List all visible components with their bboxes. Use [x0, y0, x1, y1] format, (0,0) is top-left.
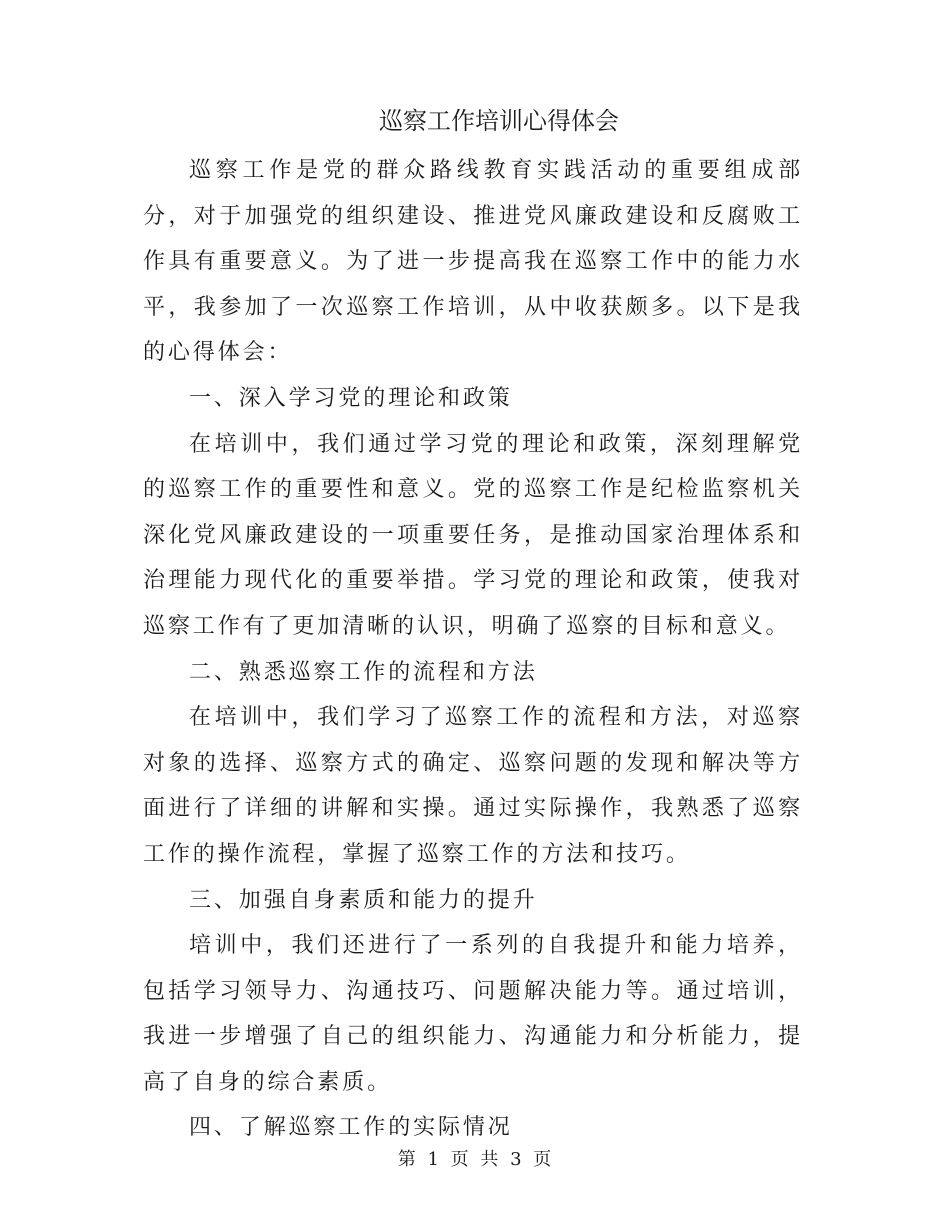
section-body-2: 在培训中，我们学习了巡察工作的流程和方法，对巡察对象的选择、巡察方式的确定、巡察问题的发现和解决等方面进行了详细的讲解和实操。通过实际操作，我熟悉了巡察工作的操作流程，掌握了巡察工作的方法和技巧。 — [143, 705, 803, 867]
document-title: 巡察工作培训心得体会 — [379, 107, 619, 135]
section-heading-4: 四、了解巡察工作的实际情况 — [189, 1115, 513, 1141]
section-heading-2: 二、熟悉巡察工作的流程和方法 — [189, 659, 538, 685]
section-body-1: 在培训中，我们通过学习党的理论和政策，深刻理解党的巡察工作的重要性和意义。党的巡察工作是纪检监察机关深化党风廉政建设的一项重要任务，是推动国家治理体系和治理能力现代化的重要举措。学习党的理论和政策，使我对巡察工作有了更加清晰的认识，明确了巡察的目标和意义。 — [143, 431, 803, 639]
page-number-footer: 第 1 页 共 3 页 — [397, 1149, 553, 1170]
section-body-3: 培训中，我们还进行了一系列的自我提升和能力培养，包括学习领导力、沟通技巧、问题解决能力等。通过培训，我进一步增强了自己的组织能力、沟通能力和分析能力，提高了自身的综合素质。 — [143, 933, 803, 1095]
section-heading-1: 一、深入学习党的理论和政策 — [189, 385, 513, 411]
document-body — [143, 148, 803, 1151]
intro-paragraph: 巡察工作是党的群众路线教育实践活动的重要组成部分，对于加强党的组织建设、推进党风廉政建设和反腐败工作具有重要意义。为了进一步提高我在巡察工作中的能力水平，我参加了一次巡察工作培训，从中收获颇多。以下是我的心得体会： — [143, 158, 803, 366]
section-heading-3: 三、加强自身素质和能力的提升 — [189, 887, 538, 913]
